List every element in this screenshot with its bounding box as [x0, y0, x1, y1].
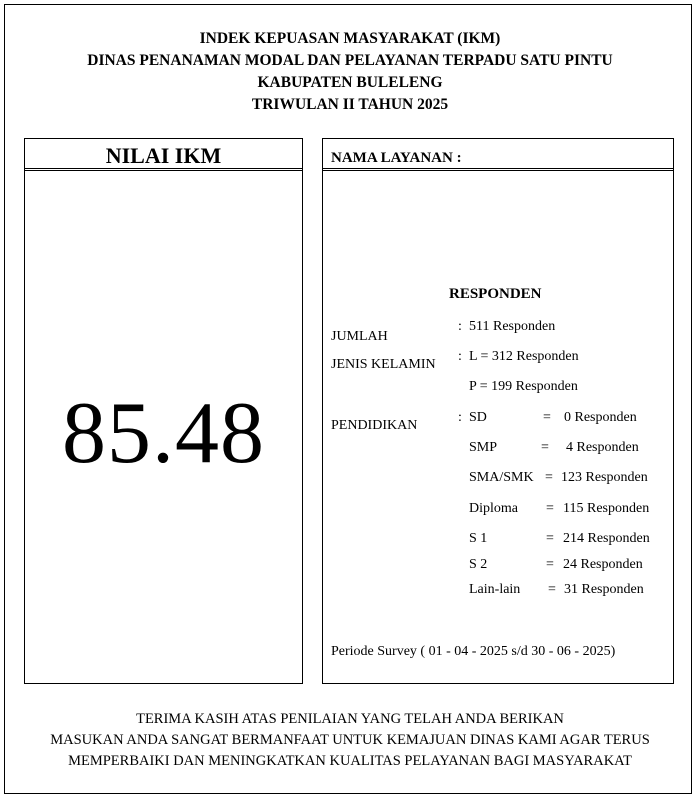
- pendidikan-colon: :: [458, 410, 462, 425]
- pendidikan-row-eq: =: [545, 470, 553, 485]
- pendidikan-row-eq: =: [546, 557, 554, 572]
- footer-line-1: TERIMA KASIH ATAS PENILAIAN YANG TELAH ANDA BERIKAN: [136, 711, 564, 727]
- pendidikan-row-eq: =: [543, 410, 551, 425]
- periode-survey: Periode Survey ( 01 - 04 - 2025 s/d 30 - 06 - 2025): [331, 644, 616, 659]
- nilai-ikm-header: [25, 139, 302, 171]
- footer-line-3: MEMPERBAIKI DAN MENINGKATKAN KUALITAS PELAYANAN BAGI MASYARAKAT: [68, 753, 632, 769]
- pendidikan-row-label: S 2: [469, 557, 488, 572]
- pendidikan-row-value: 24 Responden: [563, 557, 643, 572]
- pendidikan-row-value: 4 Responden: [566, 440, 639, 455]
- jenis-kelamin-p: P = 199 Responden: [469, 379, 578, 394]
- layanan-header: [323, 139, 673, 171]
- pendidikan-row-eq: =: [546, 531, 554, 546]
- nilai-ikm-panel: [24, 138, 303, 684]
- jenis-kelamin-label: JENIS KELAMIN: [331, 357, 436, 372]
- header-line-1: INDEK KEPUASAN MASYARAKAT (IKM): [199, 30, 501, 47]
- jumlah-colon: :: [458, 319, 462, 334]
- layanan-title: NAMA LAYANAN :: [331, 150, 462, 166]
- pendidikan-row-label: Lain-lain: [469, 582, 521, 597]
- jumlah-label: JUMLAH: [331, 329, 388, 344]
- pendidikan-row-value: 0 Responden: [564, 410, 637, 425]
- pendidikan-row-label: Diploma: [469, 501, 518, 516]
- pendidikan-row-value: 115 Responden: [563, 501, 650, 516]
- jenis-kelamin-l: L = 312 Responden: [469, 349, 579, 364]
- pendidikan-row-eq: =: [541, 440, 549, 455]
- nilai-ikm-title: NILAI IKM: [105, 143, 222, 168]
- layanan-panel: [322, 138, 674, 684]
- jenis-kelamin-colon: :: [458, 349, 462, 364]
- page-footer: [0, 709, 700, 772]
- header-line-2: DINAS PENANAMAN MODAL DAN PELAYANAN TERPADU SATU PINTU: [87, 52, 613, 69]
- pendidikan-row-label: SMP: [469, 440, 498, 455]
- pendidikan-row-eq: =: [546, 501, 554, 516]
- pendidikan-row-value: 123 Responden: [561, 470, 648, 485]
- pendidikan-label: PENDIDIKAN: [331, 418, 418, 433]
- pendidikan-row-value: 214 Responden: [563, 531, 650, 546]
- header-line-4: TRIWULAN II TAHUN 2025: [251, 96, 449, 113]
- page-header: [0, 28, 700, 116]
- jumlah-value: 511 Responden: [469, 319, 556, 334]
- ikm-score: 85.48: [62, 385, 265, 482]
- responden-title: RESPONDEN: [449, 286, 542, 302]
- pendidikan-row-value: 31 Responden: [564, 582, 644, 597]
- header-line-3: KABUPATEN BULELENG: [257, 74, 443, 91]
- pendidikan-row-label: SMA/SMK: [469, 470, 534, 485]
- pendidikan-row-eq: =: [548, 582, 556, 597]
- pendidikan-row-label: SD: [469, 410, 487, 425]
- footer-line-2: MASUKAN ANDA SANGAT BERMANFAAT UNTUK KEMAJUAN DINAS KAMI AGAR TERUS: [50, 732, 650, 748]
- pendidikan-row-label: S 1: [469, 531, 488, 546]
